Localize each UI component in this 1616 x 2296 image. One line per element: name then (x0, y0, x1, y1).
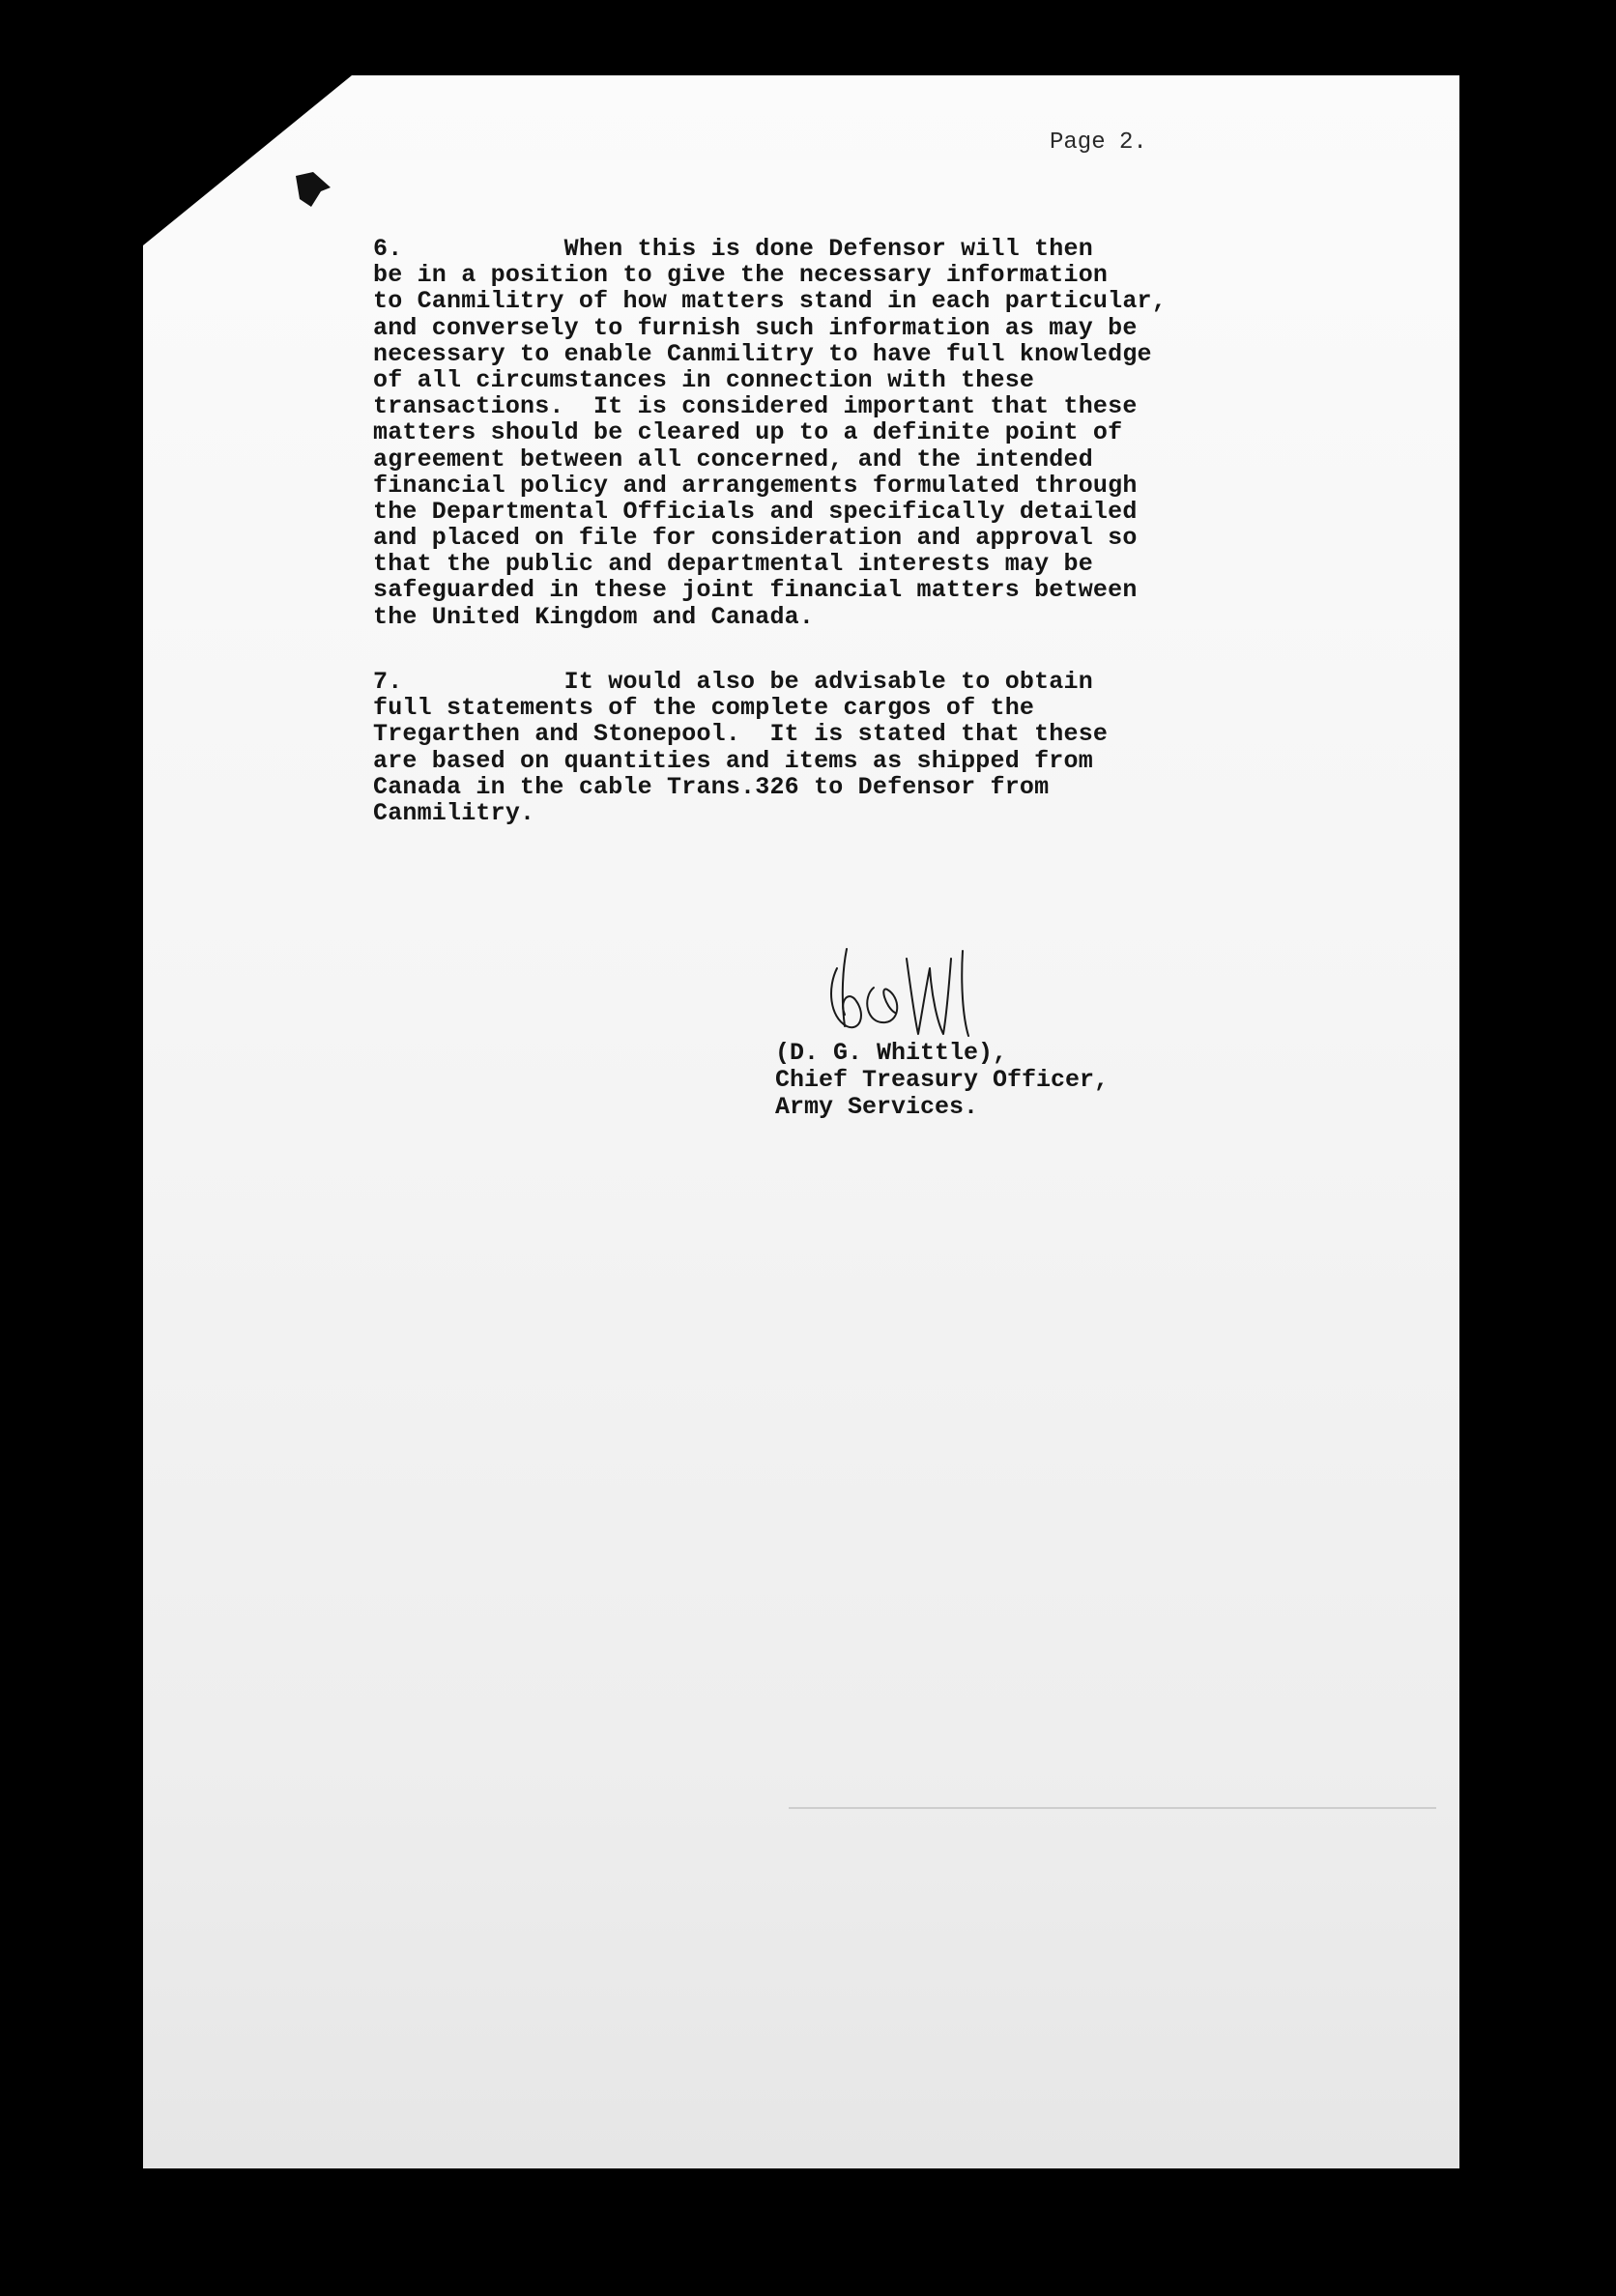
text-line: of all circumstances in connection with these (373, 365, 1035, 394)
paragraph-6 (373, 236, 1167, 630)
text-line: and placed on file for consideration and approval so (373, 524, 1138, 553)
text-line: financial policy and arrangements formulated through (373, 471, 1138, 500)
signatory-department: Army Services. (775, 1093, 979, 1121)
text-line: necessary to enable Canmilitry to have full knowledge (373, 339, 1152, 368)
text-line: matters should be cleared up to a definite point of (373, 418, 1123, 447)
corner-ink-mark (292, 170, 334, 209)
text-line: 7. It would also be advisable to obtain (373, 668, 1093, 696)
page-number: Page 2. (1050, 129, 1147, 156)
text-line: Tregarthen and Stonepool. It is stated that these (373, 720, 1109, 749)
paragraph-7 (373, 669, 1108, 826)
text-line: agreement between all concerned, and the intended (373, 445, 1093, 474)
text-line: Canada in the cable Trans.326 to Defensor from (373, 772, 1050, 801)
scan-artifact-line (789, 1807, 1436, 1809)
signature-block (775, 1040, 1109, 1121)
text-line: transactions. It is considered important that these (373, 392, 1138, 421)
handwritten-signature (818, 930, 1001, 1046)
text-line: the United Kingdom and Canada. (373, 602, 815, 631)
signatory-name: (D. G. Whittle), (775, 1039, 1008, 1067)
text-line: are based on quantities and items as shipped from (373, 746, 1093, 775)
text-line: safeguarded in these joint financial matters between (373, 576, 1138, 605)
text-line: that the public and departmental interests may be (373, 550, 1093, 579)
text-line: to Canmilitry of how matters stand in each particular, (373, 287, 1167, 316)
text-line: 6. When this is done Defensor will then (373, 235, 1093, 263)
text-line: the Departmental Officials and specifically detailed (373, 497, 1138, 526)
signatory-title: Chief Treasury Officer, (775, 1066, 1110, 1094)
text-line: full statements of the complete cargos of the (373, 694, 1035, 723)
text-line: and conversely to furnish such information as may be (373, 313, 1138, 342)
text-line: Canmilitry. (373, 798, 535, 827)
text-line: be in a position to give the necessary information (373, 261, 1109, 290)
